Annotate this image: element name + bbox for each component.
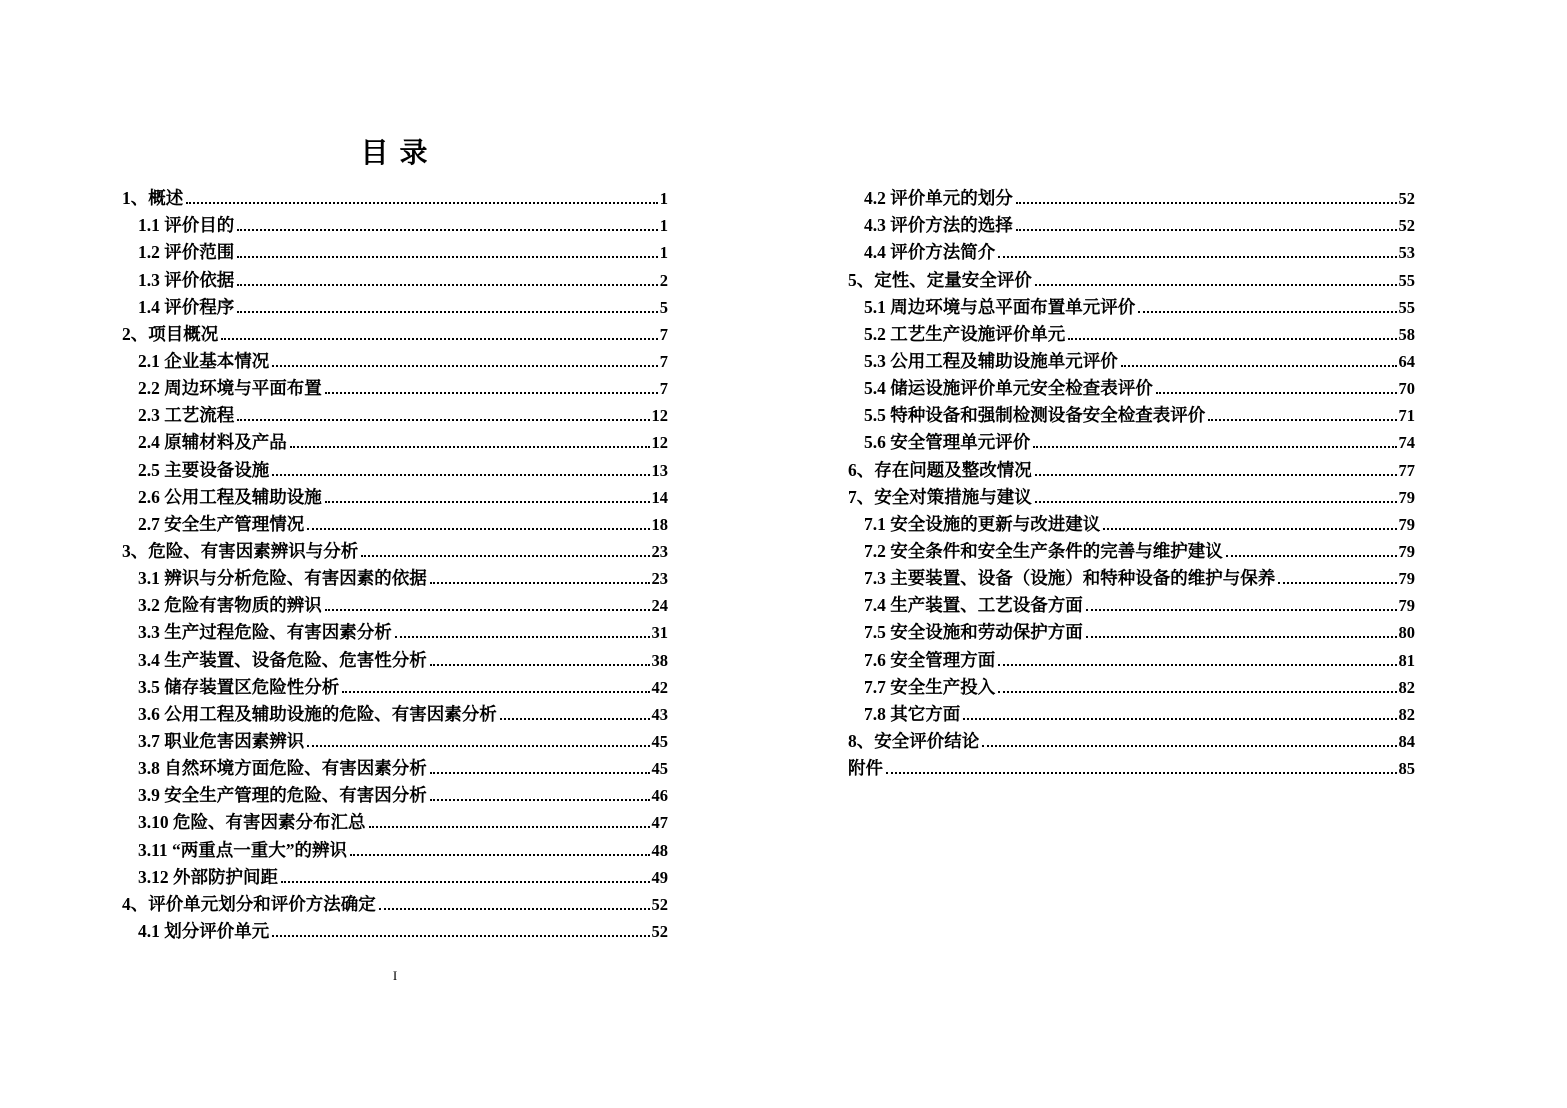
toc-dot-leader (998, 664, 1396, 666)
toc-entry[interactable] (848, 589, 1415, 616)
toc-entry-page: 31 (651, 623, 668, 643)
toc-dot-leader (272, 365, 658, 367)
toc-dot-leader (1035, 501, 1397, 503)
toc-entry-label: 3.7 职业危害因素辨识 (138, 730, 305, 751)
toc-entry-page: 58 (1398, 324, 1415, 344)
toc-dot-leader (982, 745, 1396, 747)
toc-entry[interactable] (122, 535, 668, 562)
toc-dot-leader (430, 582, 650, 584)
toc-entry-label: 5.5 特种设备和强制检测设备安全检查表评价 (864, 405, 1206, 426)
toc-entry-label: 1.3 评价依据 (138, 269, 235, 290)
toc-entry[interactable] (122, 752, 668, 779)
toc-entry[interactable] (122, 426, 668, 453)
toc-entry[interactable] (848, 182, 1415, 209)
toc-dot-leader (325, 609, 650, 611)
toc-dot-leader (886, 772, 1397, 774)
toc-dot-leader (272, 935, 649, 937)
toc-entry-page: 52 (1398, 189, 1415, 209)
toc-entry[interactable] (122, 671, 668, 698)
toc-entry-label: 2.1 企业基本情况 (138, 350, 270, 371)
toc-entry[interactable] (122, 915, 668, 942)
toc-entry-label: 1、概述 (122, 188, 184, 209)
toc-dot-leader (1016, 229, 1397, 231)
toc-entry-label: 4.1 划分评价单元 (138, 920, 270, 941)
toc-dot-leader (963, 718, 1396, 720)
toc-dot-leader (325, 392, 658, 394)
toc-entry-label: 4.2 评价单元的划分 (864, 188, 1013, 209)
toc-entry-label: 5.6 安全管理单元评价 (864, 432, 1031, 453)
toc-entry-label: 2.2 周边环境与平面布置 (138, 378, 322, 399)
toc-dot-leader (1278, 582, 1396, 584)
toc-entry[interactable] (122, 562, 668, 589)
toc-entry[interactable] (848, 643, 1415, 670)
toc-dot-leader (500, 718, 650, 720)
toc-entry-page: 74 (1398, 433, 1415, 453)
toc-entry-label: 2.4 原辅材料及产品 (138, 432, 287, 453)
toc-entry-label: 3、危险、有害因素辨识与分析 (122, 540, 359, 561)
toc-dot-leader (237, 229, 658, 231)
toc-entry-label: 5.1 周边环境与总平面布置单元评价 (864, 296, 1136, 317)
toc-entry-label: 7.6 安全管理方面 (864, 649, 996, 670)
toc-entry[interactable] (848, 263, 1415, 290)
toc-dot-leader (186, 202, 658, 204)
toc-entry-page: 52 (651, 921, 668, 941)
toc-entry[interactable] (122, 182, 668, 209)
toc-entry[interactable] (122, 236, 668, 263)
toc-entry[interactable] (122, 779, 668, 806)
toc-entry-page: 18 (651, 514, 668, 534)
toc-entry[interactable] (848, 318, 1415, 345)
toc-entry-page: 49 (651, 867, 668, 887)
toc-entry-label: 2.3 工艺流程 (138, 405, 235, 426)
toc-entry[interactable] (848, 725, 1415, 752)
toc-dot-leader (395, 636, 650, 638)
toc-dot-leader (1121, 365, 1397, 367)
toc-entry[interactable] (122, 481, 668, 508)
toc-dot-leader (1103, 528, 1396, 530)
toc-dot-leader (1226, 555, 1397, 557)
toc-entry-label: 4.4 评价方法简介 (864, 242, 996, 263)
toc-page-right (848, 182, 1415, 779)
toc-entry-page: 1 (659, 189, 668, 209)
toc-entry-label: 3.10 危险、有害因素分布汇总 (138, 812, 366, 833)
toc-entry[interactable] (848, 535, 1415, 562)
toc-dot-leader (1208, 419, 1396, 421)
toc-entry-page: 85 (1398, 759, 1415, 779)
toc-entry[interactable] (848, 752, 1415, 779)
toc-entry-page: 13 (651, 460, 668, 480)
toc-entry[interactable] (122, 861, 668, 888)
toc-dot-leader (369, 826, 650, 828)
toc-entry-page: 42 (651, 677, 668, 697)
toc-dot-leader (1035, 284, 1397, 286)
toc-entry-page: 80 (1398, 623, 1415, 643)
toc-entry[interactable] (848, 453, 1415, 480)
toc-entry-page: 7 (659, 351, 668, 371)
toc-dot-leader (307, 528, 649, 530)
toc-dot-leader (1016, 202, 1397, 204)
toc-dot-leader (290, 446, 650, 448)
toc-entry-label: 7、安全对策措施与建议 (848, 486, 1032, 507)
toc-entry[interactable] (122, 616, 668, 643)
toc-entry-label: 8、安全评价结论 (848, 730, 980, 751)
toc-entry-label: 附件 (848, 758, 883, 779)
toc-entry[interactable] (848, 291, 1415, 318)
toc-entry-label: 7.2 安全条件和安全生产条件的完善与维护建议 (864, 540, 1223, 561)
toc-entry[interactable] (122, 209, 668, 236)
toc-entry-page: 55 (1398, 270, 1415, 290)
toc-entry[interactable] (848, 399, 1415, 426)
toc-entry-label: 1.2 评价范围 (138, 242, 235, 263)
toc-dot-leader (998, 691, 1396, 693)
toc-entry[interactable] (122, 589, 668, 616)
toc-entry-label: 7.3 主要装置、设备（设施）和特种设备的维护与保养 (864, 568, 1276, 589)
toc-entry[interactable] (122, 263, 668, 290)
toc-entry-page: 38 (651, 650, 668, 670)
toc-entry-page: 43 (651, 704, 668, 724)
toc-dot-leader (1138, 311, 1396, 313)
toc-dot-leader (430, 772, 650, 774)
toc-dot-leader (350, 854, 649, 856)
toc-entry-label: 7.4 生产装置、工艺设备方面 (864, 595, 1083, 616)
toc-entry-label: 2、项目概况 (122, 323, 219, 344)
toc-entry-label: 3.1 辨识与分析危险、有害因素的依据 (138, 568, 427, 589)
toc-entry[interactable] (122, 806, 668, 833)
toc-entry-page: 7 (659, 324, 668, 344)
toc-entry-label: 7.8 其它方面 (864, 703, 961, 724)
toc-list-right (848, 182, 1415, 779)
toc-dot-leader (237, 311, 658, 313)
toc-entry-page: 45 (651, 731, 668, 751)
toc-entry-label: 3.8 自然环境方面危险、有害因素分析 (138, 758, 427, 779)
toc-entry-page: 79 (1398, 514, 1415, 534)
toc-entry-page: 81 (1398, 650, 1415, 670)
toc-entry[interactable] (848, 372, 1415, 399)
toc-dot-leader (1156, 392, 1397, 394)
toc-entry-label: 2.6 公用工程及辅助设施 (138, 486, 322, 507)
toc-dot-leader (237, 419, 649, 421)
toc-entry[interactable] (848, 345, 1415, 372)
toc-entry-label: 3.6 公用工程及辅助设施的危险、有害因素分析 (138, 703, 497, 724)
toc-entry-label: 1.1 评价目的 (138, 215, 235, 236)
toc-entry-page: 23 (651, 541, 668, 561)
toc-dot-leader (1086, 609, 1397, 611)
toc-entry[interactable] (122, 345, 668, 372)
toc-dot-leader (361, 555, 649, 557)
toc-dot-leader (1086, 636, 1397, 638)
toc-entry[interactable] (848, 426, 1415, 453)
toc-entry-page: 47 (651, 813, 668, 833)
toc-entry-page: 84 (1398, 731, 1415, 751)
toc-entry-label: 7.7 安全生产投入 (864, 676, 996, 697)
toc-entry[interactable] (122, 888, 668, 915)
toc-entry-page: 79 (1398, 541, 1415, 561)
toc-entry[interactable] (122, 698, 668, 725)
toc-entry[interactable] (848, 481, 1415, 508)
toc-entry-page: 45 (651, 759, 668, 779)
toc-entry-page: 48 (651, 840, 668, 860)
toc-entry[interactable] (122, 508, 668, 535)
toc-entry-page: 79 (1398, 569, 1415, 589)
toc-entry-label: 3.4 生产装置、设备危险、危害性分析 (138, 649, 427, 670)
toc-entry[interactable] (848, 671, 1415, 698)
toc-entry-label: 1.4 评价程序 (138, 296, 235, 317)
toc-entry-label: 5.3 公用工程及辅助设施单元评价 (864, 350, 1118, 371)
toc-entry[interactable] (848, 209, 1415, 236)
toc-entry-page: 55 (1398, 297, 1415, 317)
toc-entry-page: 52 (651, 894, 668, 914)
toc-entry-label: 2.5 主要设备设施 (138, 459, 270, 480)
toc-entry-page: 52 (1398, 216, 1415, 236)
toc-entry-page: 46 (651, 786, 668, 806)
toc-entry-page: 24 (651, 596, 668, 616)
toc-dot-leader (325, 501, 650, 503)
toc-list-left (122, 182, 668, 942)
toc-entry-page: 2 (659, 270, 668, 290)
toc-entry[interactable] (848, 698, 1415, 725)
toc-entry-page: 14 (651, 487, 668, 507)
toc-entry-page: 5 (659, 297, 668, 317)
toc-entry[interactable] (848, 236, 1415, 263)
toc-dot-leader (342, 691, 649, 693)
toc-entry-page: 77 (1398, 460, 1415, 480)
toc-entry-page: 79 (1398, 487, 1415, 507)
toc-dot-leader (281, 881, 650, 883)
toc-entry[interactable] (122, 291, 668, 318)
toc-entry-label: 7.1 安全设施的更新与改进建议 (864, 513, 1101, 534)
toc-dot-leader (272, 474, 649, 476)
toc-entry[interactable] (122, 318, 668, 345)
toc-dot-leader (237, 256, 658, 258)
toc-entry-page: 12 (651, 406, 668, 426)
page-number-footer: I (392, 968, 398, 983)
toc-entry-page: 53 (1398, 243, 1415, 263)
toc-entry-label: 2.7 安全生产管理情况 (138, 513, 305, 534)
toc-entry-page: 71 (1398, 406, 1415, 426)
toc-entry-label: 5.2 工艺生产设施评价单元 (864, 323, 1066, 344)
toc-dot-leader (998, 256, 1396, 258)
toc-entry-page: 79 (1398, 596, 1415, 616)
toc-dot-leader (430, 799, 650, 801)
toc-entry-label: 3.12 外部防护间距 (138, 866, 278, 887)
toc-entry-label: 7.5 安全设施和劳动保护方面 (864, 622, 1083, 643)
toc-entry-label: 4、评价单元划分和评价方法确定 (122, 893, 376, 914)
toc-entry-page: 70 (1398, 379, 1415, 399)
toc-entry-label: 4.3 评价方法的选择 (864, 215, 1013, 236)
toc-dot-leader (1033, 446, 1396, 448)
toc-entry-label: 5、定性、定量安全评价 (848, 269, 1032, 290)
toc-entry-page: 23 (651, 569, 668, 589)
toc-entry[interactable] (848, 616, 1415, 643)
toc-entry[interactable] (122, 643, 668, 670)
toc-entry-label: 3.9 安全生产管理的危险、有害因分析 (138, 785, 427, 806)
toc-entry-label: 3.11 “两重点一重大”的辨识 (138, 839, 348, 860)
toc-entry-page: 1 (659, 243, 668, 263)
toc-entry-page: 1 (659, 216, 668, 236)
toc-entry[interactable] (122, 833, 668, 860)
toc-entry-page: 12 (651, 433, 668, 453)
toc-dot-leader (1068, 338, 1396, 340)
toc-entry[interactable] (122, 725, 668, 752)
toc-entry-label: 3.2 危险有害物质的辨识 (138, 595, 322, 616)
toc-entry-label: 3.5 储存装置区危险性分析 (138, 676, 340, 697)
toc-dot-leader (237, 284, 658, 286)
toc-entry-page: 64 (1398, 351, 1415, 371)
toc-entry-label: 3.3 生产过程危险、有害因素分析 (138, 622, 392, 643)
toc-entry[interactable] (122, 453, 668, 480)
toc-entry[interactable] (122, 399, 668, 426)
toc-entry-label: 5.4 储运设施评价单元安全检查表评价 (864, 378, 1153, 399)
toc-dot-leader (1035, 474, 1397, 476)
toc-entry-page: 7 (659, 379, 668, 399)
toc-dot-leader (379, 908, 650, 910)
toc-entry[interactable] (848, 508, 1415, 535)
toc-dot-leader (221, 338, 658, 340)
toc-dot-leader (430, 664, 650, 666)
toc-entry[interactable] (848, 562, 1415, 589)
toc-entry-page: 82 (1398, 677, 1415, 697)
toc-entry[interactable] (122, 372, 668, 399)
toc-page-left (122, 138, 668, 983)
toc-entry-page: 82 (1398, 704, 1415, 724)
toc-dot-leader (307, 745, 649, 747)
toc-entry-label: 6、存在问题及整改情况 (848, 459, 1032, 480)
toc-title: 目 录 (360, 138, 430, 169)
